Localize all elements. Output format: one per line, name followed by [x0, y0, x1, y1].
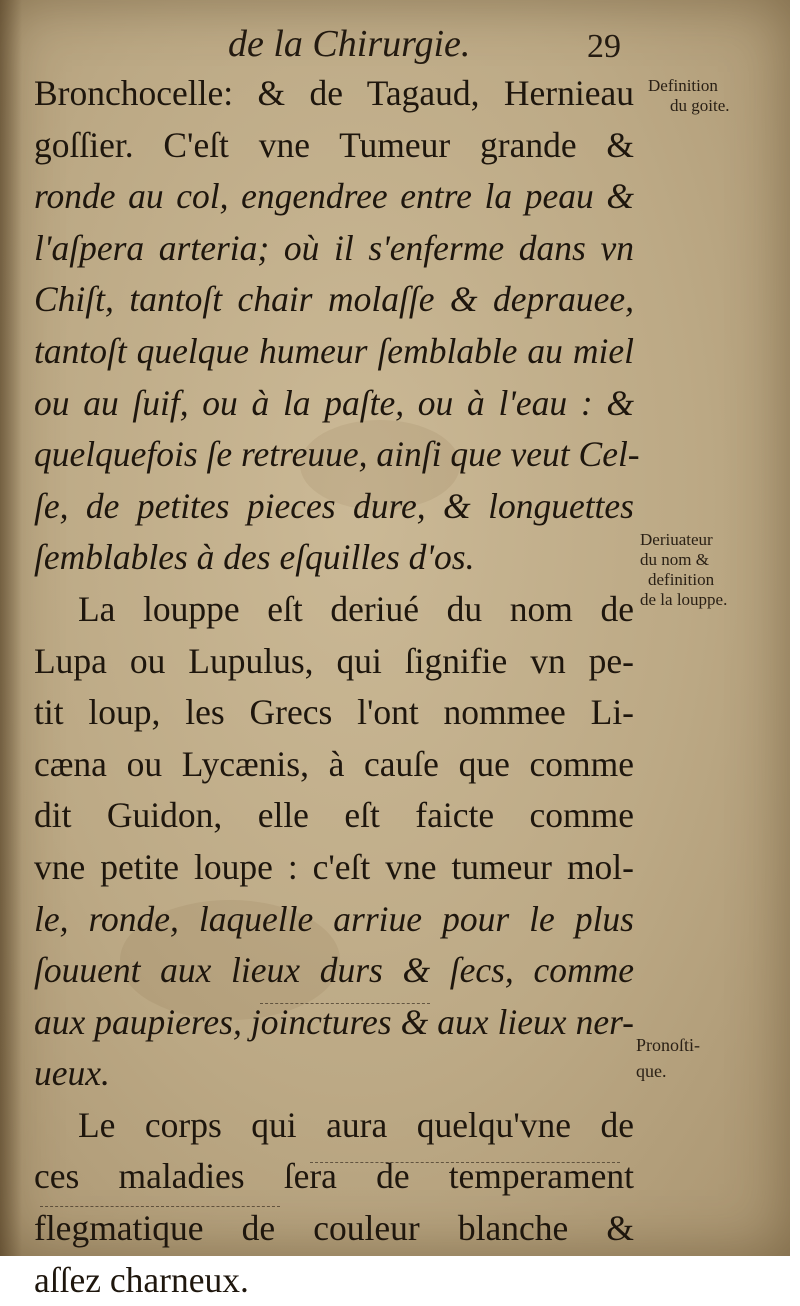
- margin-note-line: du nom &: [640, 550, 709, 569]
- text-line: tit loup, les Grecs l'ont nommee Li-: [34, 692, 634, 733]
- margin-note-prognostic: [636, 1032, 700, 1084]
- text-line: Chiſt, tantoſt chair molaſſe & deprauee,: [34, 279, 634, 320]
- pencil-underline: [40, 1206, 280, 1207]
- margin-note-definition: [648, 76, 730, 116]
- text-line: l'aſpera arteria; où il s'enferme dans vn: [34, 227, 634, 268]
- margin-note-line: que.: [636, 1061, 667, 1081]
- page-header: [0, 22, 640, 72]
- page-number: 29: [587, 28, 621, 65]
- text-line: le, ronde, laquelle arriue pour le plus: [34, 898, 634, 939]
- text-line: Le corps qui aura quelqu'vne de: [78, 1104, 634, 1145]
- text-line: goſſier. C'eſt vne Tumeur grande &: [34, 124, 634, 165]
- margin-note-line: Pronoſti-: [636, 1035, 701, 1055]
- running-head: de la Chirurgie.: [228, 23, 471, 65]
- text-line: ces maladies ſera de temperament: [34, 1156, 634, 1197]
- margin-note-line: definition: [648, 570, 715, 589]
- text-line: dit Guidon, elle eſt faicte comme: [34, 795, 634, 836]
- pencil-underline: [310, 1162, 620, 1163]
- text-line: ſemblables à des eſquilles d'os.: [34, 537, 475, 578]
- text-line: flegmatique de couleur blanche &: [34, 1208, 634, 1249]
- margin-note-line: de la louppe.: [640, 590, 728, 609]
- margin-note-line: Deriuateur: [640, 530, 713, 549]
- margin-note-line: du goite.: [670, 96, 730, 115]
- text-line: Lupa ou Lupulus, qui ſignifie vn pe-: [34, 640, 634, 681]
- text-line: ſouuent aux lieux durs & ſecs, comme: [34, 950, 634, 991]
- margin-note-line: Definition: [648, 76, 718, 95]
- text-line: La louppe eſt deriué du nom de: [78, 588, 634, 629]
- text-line: aux paupieres, joinctures & aux lieux ner-: [34, 1001, 634, 1042]
- margin-note-derivation: [640, 530, 727, 610]
- text-line: ueux.: [34, 1053, 110, 1094]
- text-line: tantoſt quelque humeur ſemblable au miel: [34, 330, 634, 371]
- text-line: quelquefois ſe retreuue, ainſi que veut Cel-: [34, 434, 640, 475]
- text-line: vne petite loupe : c'eſt vne tumeur mol-: [34, 846, 634, 887]
- text-line: aſſez charneux.: [34, 1259, 249, 1300]
- text-line: ronde au col, engendree entre la peau &: [34, 176, 634, 217]
- text-line: Bronchocelle: & de Tagaud, Hernieau: [34, 73, 634, 113]
- text-line: ou au ſuif, ou à la paſte, ou à l'eau : &: [34, 382, 634, 423]
- text-line: cæna ou Lycænis, à cauſe que comme: [34, 743, 634, 784]
- pencil-mark: [260, 1003, 430, 1004]
- body-text: [34, 68, 640, 1306]
- text-line: ſe, de petites pieces dure, & longuettes: [34, 485, 634, 526]
- page-spine-shadow: [0, 0, 22, 1256]
